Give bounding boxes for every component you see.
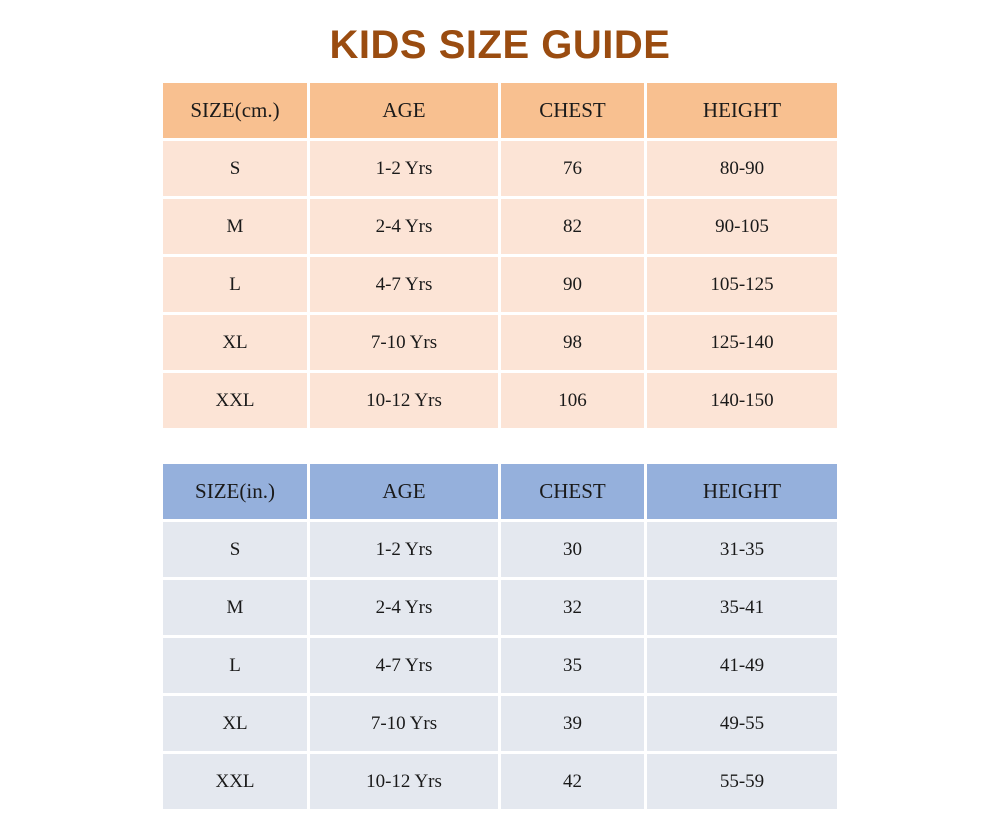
cell-size: L <box>163 257 307 312</box>
header-chest: CHEST <box>501 83 644 138</box>
header-chest: CHEST <box>501 464 644 519</box>
cell-age: 1-2 Yrs <box>310 141 498 196</box>
header-row <box>163 464 837 519</box>
cell-size: XL <box>163 315 307 370</box>
cell-height: 105-125 <box>647 257 837 312</box>
cell-chest: 30 <box>501 522 644 577</box>
table-row <box>163 754 837 809</box>
cell-chest: 32 <box>501 580 644 635</box>
table-row <box>163 257 837 312</box>
cell-age: 7-10 Yrs <box>310 315 498 370</box>
header-height: HEIGHT <box>647 83 837 138</box>
table-row <box>163 696 837 751</box>
cell-height: 31-35 <box>647 522 837 577</box>
cell-age: 10-12 Yrs <box>310 373 498 428</box>
cell-height: 49-55 <box>647 696 837 751</box>
cell-size: XXL <box>163 373 307 428</box>
size-table-in <box>160 461 840 812</box>
cell-size: M <box>163 199 307 254</box>
table-row <box>163 638 837 693</box>
cell-chest: 42 <box>501 754 644 809</box>
cell-size: XXL <box>163 754 307 809</box>
cell-height: 80-90 <box>647 141 837 196</box>
cell-age: 7-10 Yrs <box>310 696 498 751</box>
cell-height: 55-59 <box>647 754 837 809</box>
cell-chest: 90 <box>501 257 644 312</box>
cell-chest: 82 <box>501 199 644 254</box>
cell-age: 1-2 Yrs <box>310 522 498 577</box>
header-height: HEIGHT <box>647 464 837 519</box>
cell-age: 4-7 Yrs <box>310 638 498 693</box>
cell-age: 10-12 Yrs <box>310 754 498 809</box>
cell-age: 2-4 Yrs <box>310 580 498 635</box>
cell-chest: 76 <box>501 141 644 196</box>
cell-size: M <box>163 580 307 635</box>
cell-height: 90-105 <box>647 199 837 254</box>
table-row <box>163 141 837 196</box>
cell-height: 35-41 <box>647 580 837 635</box>
header-age: AGE <box>310 464 498 519</box>
table-row <box>163 373 837 428</box>
table-row <box>163 522 837 577</box>
cell-height: 140-150 <box>647 373 837 428</box>
table-row <box>163 580 837 635</box>
page-title: KIDS SIZE GUIDE <box>329 23 671 67</box>
cell-size: S <box>163 141 307 196</box>
header-size: SIZE(cm.) <box>163 83 307 138</box>
cell-chest: 39 <box>501 696 644 751</box>
header-age: AGE <box>310 83 498 138</box>
cell-size: L <box>163 638 307 693</box>
header-size: SIZE(in.) <box>163 464 307 519</box>
cell-age: 4-7 Yrs <box>310 257 498 312</box>
table-row <box>163 199 837 254</box>
cell-chest: 106 <box>501 373 644 428</box>
cell-age: 2-4 Yrs <box>310 199 498 254</box>
table-row <box>163 315 837 370</box>
cell-chest: 98 <box>501 315 644 370</box>
header-row <box>163 83 837 138</box>
cell-height: 125-140 <box>647 315 837 370</box>
size-table-cm <box>160 80 840 431</box>
cell-size: XL <box>163 696 307 751</box>
cell-height: 41-49 <box>647 638 837 693</box>
cell-chest: 35 <box>501 638 644 693</box>
cell-size: S <box>163 522 307 577</box>
